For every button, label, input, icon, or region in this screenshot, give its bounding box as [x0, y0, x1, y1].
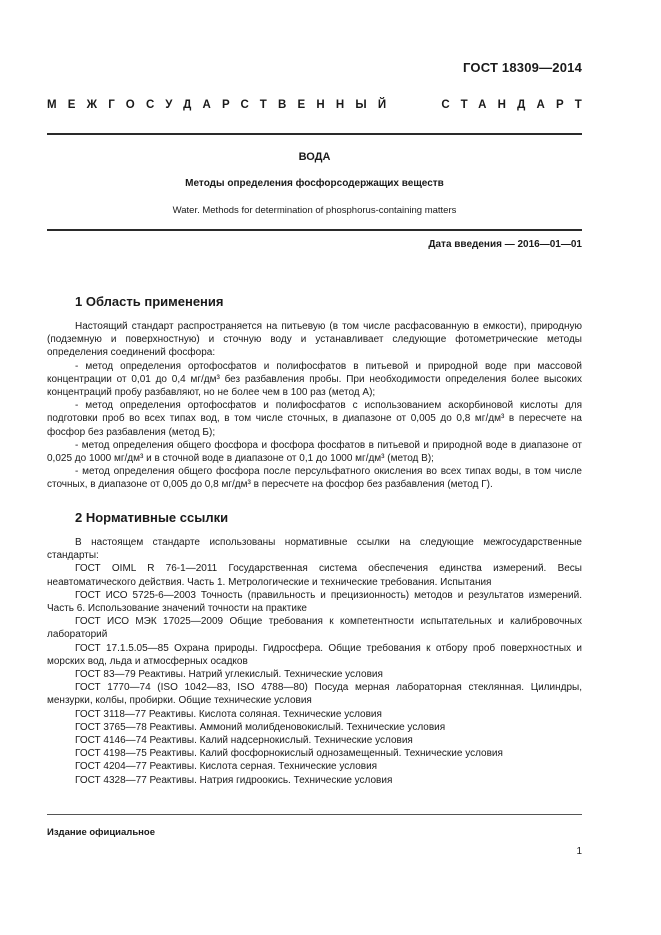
official-edition-label: Издание официальное — [47, 827, 155, 838]
section-heading-references: 2 Нормативные ссылки — [75, 510, 229, 525]
title-divider — [47, 229, 582, 231]
standard-number: ГОСТ 18309—2014 — [463, 60, 582, 75]
list-item: - метод определения общего фосфора и фосфора фосфатов в питьевой и природной воде в диапазоне от 0,025 до 1000 мг/дм³ и в сточной воде в диапазоне от 0,1 до 1000 мг/дм³ (метод В); — [47, 439, 582, 465]
reference-item: ГОСТ 83—79 Реактивы. Натрий углекислый. Технические условия — [75, 669, 383, 681]
document-subtitle: Методы определения фосфорсодержащих веществ — [185, 178, 444, 189]
reference-item: ГОСТ ИСО МЭК 17025—2009 Общие требования к компетентности испытательных и калибровочных лабораторий — [47, 616, 582, 641]
section-body-references — [47, 536, 582, 787]
reference-item: ГОСТ 4204—77 Реактивы. Кислота серная. Технические условия — [75, 761, 378, 773]
page-number: 1 — [576, 846, 582, 857]
section-body-scope — [47, 320, 582, 492]
banner-word-interstate: МЕЖГОСУДАРСТВЕННЫЙ — [47, 99, 398, 111]
introduction-date: Дата введения — 2016—01—01 — [428, 239, 582, 250]
reference-item: ГОСТ 4146—74 Реактивы. Калий надсернокислый. Технические условия — [75, 735, 413, 747]
reference-item: ГОСТ 17.1.5.05—85 Охрана природы. Гидросфера. Общие требования к отбору проб поверхностных и морских вод, льда и атмосферных осадков — [47, 642, 582, 667]
document-title: ВОДА — [298, 151, 331, 163]
top-divider — [47, 133, 582, 135]
banner-word-standard: СТАНДАРТ — [441, 99, 593, 111]
paragraph: Настоящий стандарт распространяется на питьевую (в том числе расфасованную в емкости), природную (подземную и поверхностную) и сточную воду и устанавливает следующие фотометрические методы определения соединений фосфора: — [47, 321, 582, 359]
section-heading-scope: 1 Область применения — [75, 294, 224, 309]
standard-banner — [47, 99, 593, 111]
reference-item: ГОСТ 3118—77 Реактивы. Кислота соляная. Технические условия — [75, 708, 382, 720]
reference-item: ГОСТ ИСО 5725-6—2003 Точность (правильность и прецизионность) методов и результатов измерений. Часть 6. Использование значений точности на практике — [47, 589, 582, 615]
reference-item: ГОСТ OIML R 76-1—2011 Государственная система обеспечения единства измерений. Весы неавтоматического действия. Часть 1. Метрологические и технические требования. Испытания — [47, 563, 582, 588]
footer-divider — [47, 814, 582, 815]
list-item: - метод определения ортофосфатов и полифосфатов в питьевой и природной воде при массовой концентрации от 0,01 до 0,4 мг/дм³ без разбавления пробы. При необходимости определения более высоких концентраций пробу разбавляют, но не более чем в 100 раз (метод А); — [47, 360, 582, 399]
reference-item: ГОСТ 4198—75 Реактивы. Калий фосфорнокислый однозамещенный. Технические условия — [75, 748, 503, 760]
paragraph: В настоящем стандарте использованы нормативные ссылки на следующие межгосударственные стандарты: — [47, 537, 582, 562]
list-item: - метод определения ортофосфатов и полифосфатов с использованием аскорбиновой кислоты для подготовки проб во всех типах вод, в том числе сточных, в диапазоне от 0,005 до 0,8 мг/дм³ в пересчете на фосфор без разбавления (метод Б); — [47, 400, 582, 438]
reference-item: ГОСТ 3765—78 Реактивы. Аммоний молибденовокислый. Технические условия — [75, 721, 446, 733]
list-item: - метод определения общего фосфора после персульфатного окисления во всех типах воды, в том числе сточных, в диапазоне от 0,005 до 0,8 мг/дм³ в пересчете на фосфор без разбавления (метод Г). — [47, 466, 582, 491]
reference-item: ГОСТ 4328—77 Реактивы. Натрия гидроокись. Технические условия — [75, 774, 393, 786]
document-subtitle-english: Water. Methods for determination of phosphorus-containing matters — [172, 205, 457, 216]
reference-item: ГОСТ 1770—74 (ISO 1042—83, ISO 4788—80) Посуда мерная лабораторная стеклянная. Цилиндры, мензурки, колбы, пробирки. Общие технические условия — [47, 682, 582, 707]
